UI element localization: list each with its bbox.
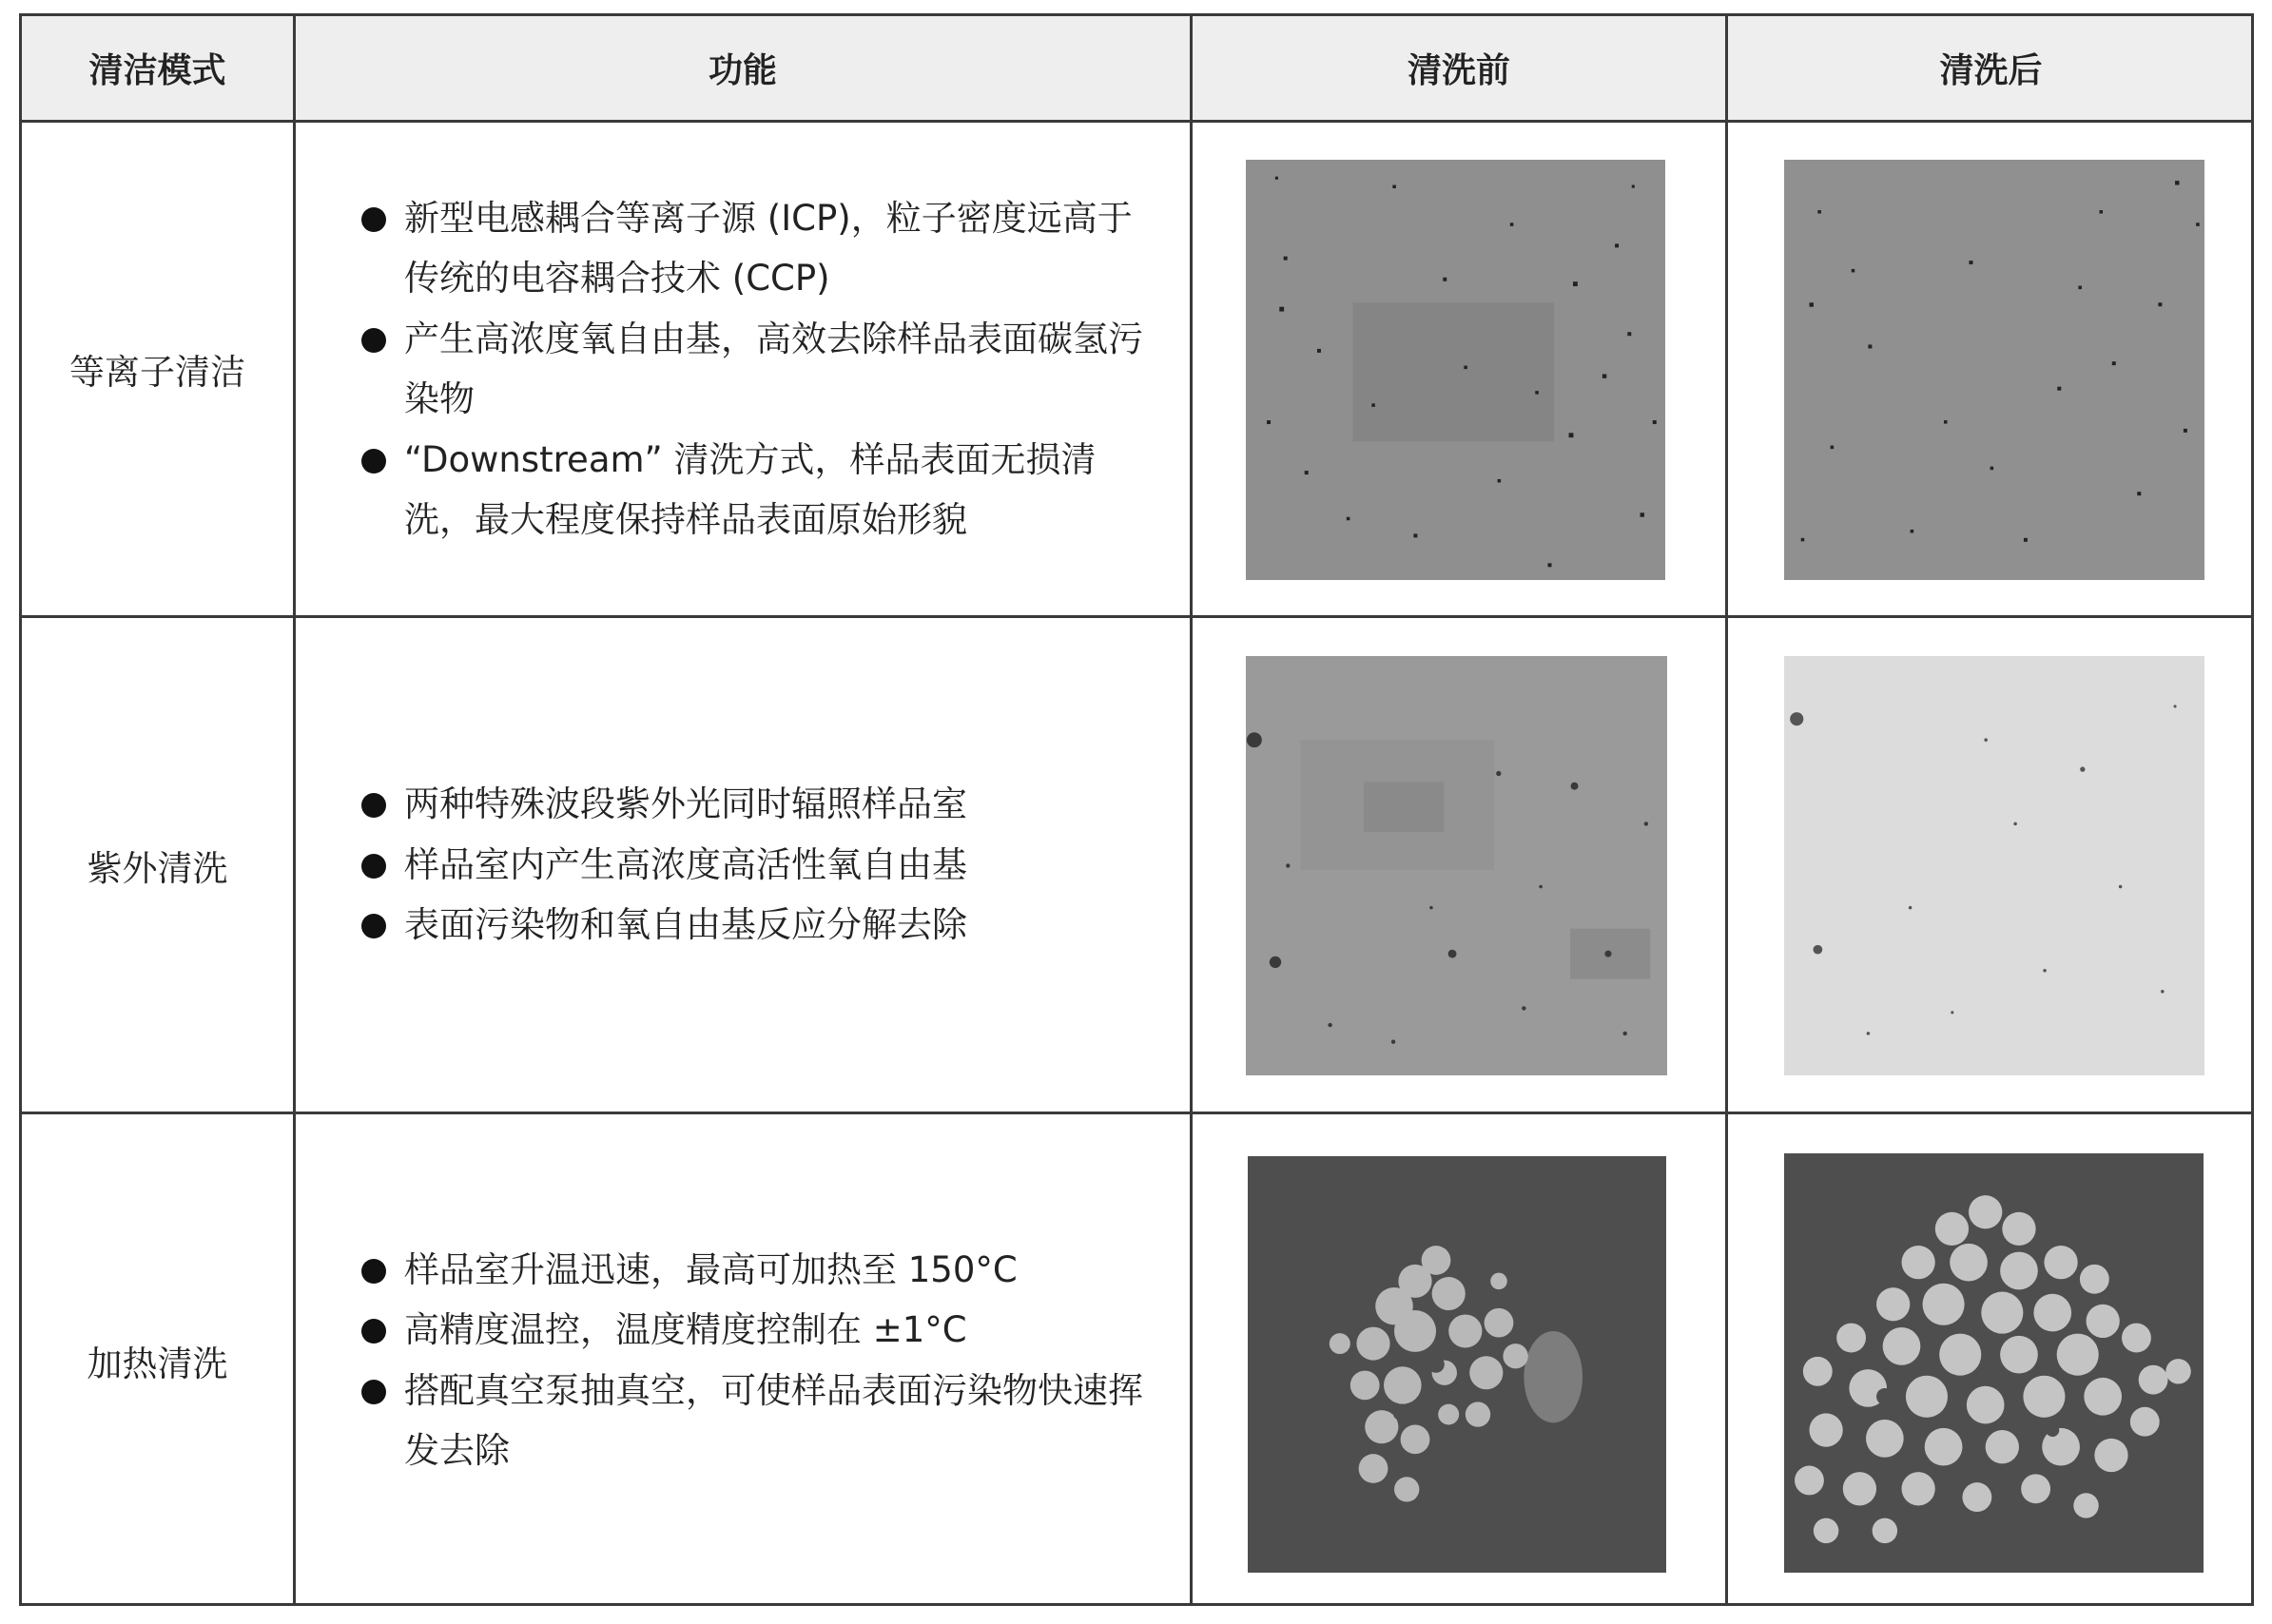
- header-function: 功能: [708, 51, 777, 90]
- bullet-item: 样品室升温迅速，最高可加热至 150°C: [359, 1240, 1149, 1301]
- header-mode: 清洁模式: [88, 51, 226, 90]
- heat-after-image: [1784, 1153, 2204, 1573]
- column-divider: [1190, 16, 1193, 1603]
- column-divider: [293, 16, 296, 1603]
- mode-label-plasma: 等离子清洁: [69, 352, 245, 393]
- plasma-after-image: [1784, 160, 2204, 580]
- mode-label-heat: 加热清洗: [87, 1343, 228, 1384]
- uv-before-image: [1246, 656, 1667, 1075]
- function-cell-uv: [359, 618, 1149, 1112]
- column-divider: [1725, 16, 1728, 1603]
- bullet-item: 高精度温控，温度精度控制在 ±1°C: [359, 1300, 1149, 1361]
- cleaning-mode-table: [19, 13, 2254, 1606]
- bullet-item: 两种特殊波段紫外光同时辐照样品室: [359, 774, 1149, 835]
- plasma-before-image: [1246, 160, 1665, 580]
- header-after: 清洗后: [1939, 51, 2043, 90]
- bullet-item: “Downstream” 清洗方式，样品表面无损清洗，最大程度保持样品表面原始形貌: [359, 430, 1149, 551]
- mode-label-uv: 紫外清洗: [87, 847, 228, 889]
- function-cell-heat: [359, 1114, 1149, 1606]
- function-cell-plasma: [359, 123, 1149, 615]
- bullet-item: 表面污染物和氧自由基反应分解去除: [359, 895, 1149, 956]
- heat-before-image: [1248, 1156, 1666, 1573]
- uv-after-image: [1784, 656, 2204, 1075]
- bullet-item: 产生高浓度氧自由基，高效去除样品表面碳氢污染物: [359, 309, 1149, 430]
- bullet-item: 搭配真空泵抽真空，可使样品表面污染物快速挥发去除: [359, 1361, 1149, 1481]
- header-before: 清洗前: [1407, 51, 1510, 90]
- bullet-item: 新型电感耦合等离子源 (ICP)，粒子密度远高于传统的电容耦合技术 (CCP): [359, 188, 1149, 309]
- bullet-item: 样品室内产生高浓度高活性氧自由基: [359, 835, 1149, 896]
